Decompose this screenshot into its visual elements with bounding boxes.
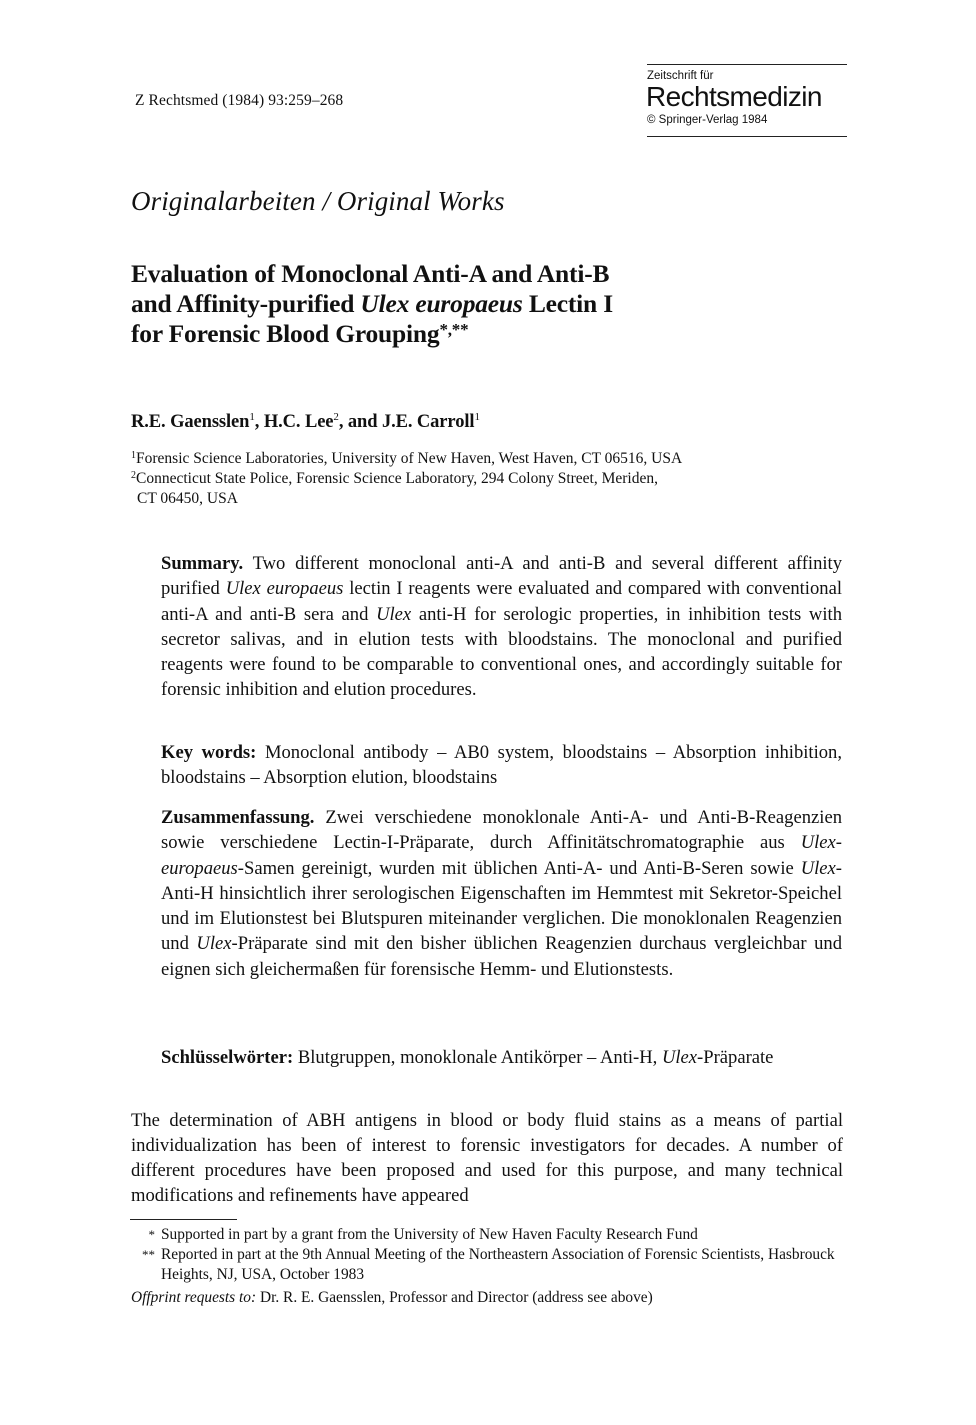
schluesselwoerter-text: Blutgruppen, monoklonale Antikörper – Anti-H,: [293, 1047, 662, 1068]
zusammenfassung-italic: Ulex: [196, 933, 232, 955]
footnote-text: Supported in part by a grant from the University of New Haven Faculty Research Fund: [161, 1226, 698, 1243]
offprint-text: Dr. R. E. Gaensslen, Professor and Director (address see above): [256, 1289, 653, 1306]
author-name: R.E. Gaensslen: [131, 412, 250, 432]
section-heading: Originalarbeiten / Original Works: [131, 186, 505, 216]
journal-copyright: © Springer-Verlag 1984: [647, 114, 768, 126]
title-text: Lectin I: [522, 289, 613, 318]
affiliation-2: [131, 469, 851, 489]
summary-text: anti-H for serologic properties, in inhibition tests with secretor salivas, and in elution tests with bloodstains. The monoclonal and purified reagents were found to be comparable to conventional ones, and accordingly suitable for forensic inhibition and elution procedures.: [161, 603, 842, 701]
author-separator: ,: [254, 412, 264, 432]
zusammenfassung-abstract: [161, 805, 842, 982]
title-line-2: [131, 289, 613, 319]
affil-number: 2: [131, 470, 136, 481]
title-text: and Affinity-purified: [131, 289, 361, 318]
footnote-text: Reported in part at the 9th Annual Meeting of the Northeastern Association of Forensic Scientists, Hasbrouck Heights, NJ, USA, October 1983: [161, 1246, 835, 1283]
journal-name: Rechtsmedizin: [646, 81, 822, 112]
title-line-1: Evaluation of Monoclonal Anti-A and Anti-B: [131, 259, 610, 288]
summary-abstract: [161, 551, 842, 703]
zusammenfassung-label: Zusammenfassung.: [161, 807, 315, 828]
offprint-requests: [131, 1288, 861, 1308]
title-species-name: Ulex europaeus: [360, 289, 523, 318]
affil-text: Connecticut State Police, Forensic Science Laboratory, 294 Colony Street, Meriden,: [136, 470, 658, 487]
affil-number: 1: [131, 450, 136, 461]
title-line-3: [131, 319, 613, 349]
summary-text: Two different monoclonal anti-A and anti-B and several different affinity purified: [161, 553, 842, 600]
journal-subtitle: Zeitschrift für: [647, 70, 714, 82]
footnote-mark: **: [142, 1247, 155, 1262]
footnote-2: [131, 1245, 861, 1285]
body-paragraph: The determination of ABH antigens in blood or body fluid stains as a means of partial individualization has been of interest to forensic investigators for decades. A number of different procedures have been proposed and used for this purpose, and many technical modifications and refinements have appeared: [131, 1110, 843, 1206]
affiliation-1: [131, 449, 851, 469]
offprint-label: Offprint requests to:: [131, 1289, 257, 1306]
author-name: H.C. Lee: [263, 412, 334, 432]
author-list: [131, 412, 480, 433]
summary-italic: Ulex: [376, 603, 412, 625]
schluesselwoerter-label: Schlüsselwörter:: [161, 1047, 294, 1068]
zusammenfassung-italic: Ulex-europaeus: [161, 832, 842, 879]
summary-text: lectin I reagents were evaluated and compared with conventional anti-A and anti-B sera and: [161, 578, 842, 625]
schluesselwoerter-italic: Ulex: [661, 1047, 698, 1068]
keywords: [161, 740, 842, 791]
schluesselwoerter: [161, 1045, 842, 1070]
masthead-top-rule: [647, 64, 847, 65]
footnote-rule: [130, 1219, 237, 1220]
masthead-bottom-rule: [647, 136, 847, 137]
zusammenfassung-text: -Samen gereinigt, wurden mit üblichen Anti-A- und Anti-B-Seren sowie: [237, 857, 801, 879]
zusammenfassung-text: -Präparate sind mit den bisher üblichen Reagenzien durchaus vergleichbar und eignen sich gleichermaßen für forensische Hemm- und Elutionstests.: [161, 933, 842, 980]
affiliation-2-cont: CT 06450, USA: [137, 490, 238, 507]
author-affil-mark: 1: [474, 411, 480, 423]
journal-masthead: [647, 64, 847, 137]
affil-text: Forensic Science Laboratories, University of New Haven, West Haven, CT 06516, USA: [136, 450, 683, 467]
schluesselwoerter-text: -Präparate: [697, 1047, 774, 1068]
summary-italic: Ulex europaeus: [225, 578, 344, 600]
keywords-label: Key words:: [161, 742, 257, 763]
author-affil-mark: 1: [249, 411, 255, 423]
article-title: [131, 259, 613, 349]
author-separator: , and: [338, 412, 382, 432]
footnote-mark: *: [148, 1227, 155, 1242]
author-affil-mark: 2: [333, 411, 339, 423]
title-footnote-marks: *,**: [439, 320, 469, 339]
footnotes: [131, 1225, 861, 1308]
title-text: for Forensic Blood Grouping: [131, 319, 440, 348]
summary-label: Summary.: [161, 553, 244, 574]
footnote-1: [131, 1225, 861, 1245]
author-name: J.E. Carroll: [381, 412, 475, 432]
affiliations: [131, 449, 851, 509]
journal-citation: Z Rechtsmed (1984) 93:259–268: [135, 92, 344, 109]
zusammenfassung-italic: Ulex: [800, 857, 836, 879]
keywords-text: Monoclonal antibody – AB0 system, bloodstains – Absorption inhibition, bloodstains – Absorption elution, bloodstains: [161, 742, 842, 789]
zusammenfassung-text: -Anti-H hinsichtlich ihrer serologischen Eigenschaften im Hemmtest mit Sekretor-Speichel und im Elutionstest bei Blutspuren miteinander verglichen. Die monoklonalen Reagenzien und: [161, 857, 842, 955]
zusammenfassung-text: Zwei verschiedene monoklonale Anti-A- und Anti-B-Reagenzien sowie verschiedene Lectin-I-Präparate, durch Affinitätschromatographie aus: [161, 807, 842, 854]
